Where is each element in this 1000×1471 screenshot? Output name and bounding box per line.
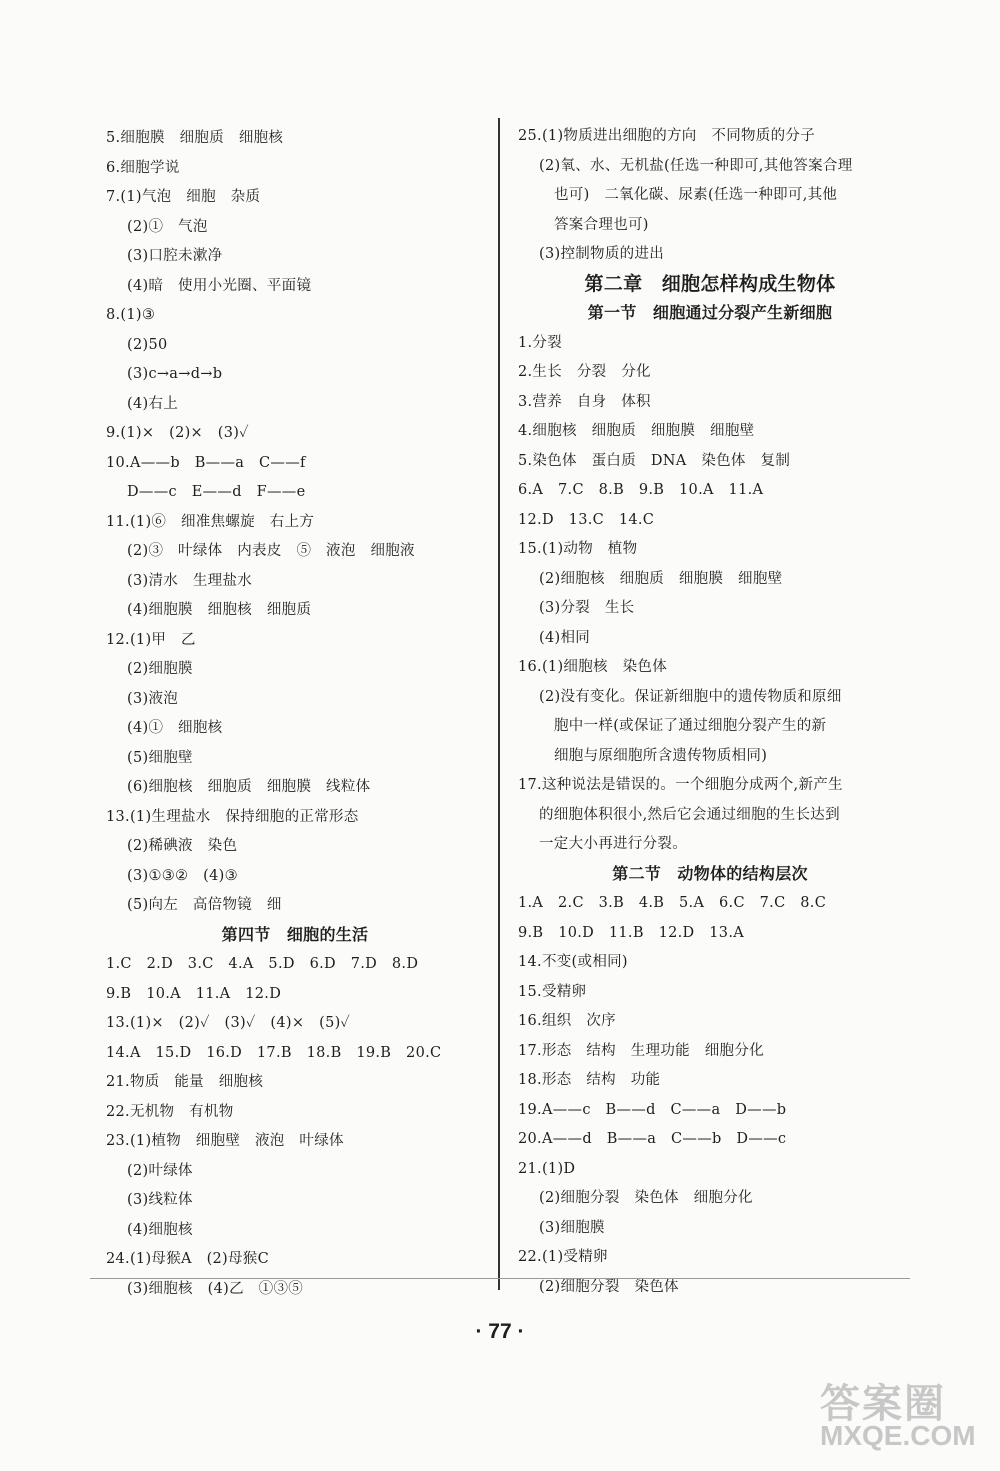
answer-line: 11.(1)⑥ 细准焦螺旋 右上方 bbox=[106, 513, 315, 530]
answer-line: 13.(1)生理盐水 保持细胞的正常形态 bbox=[106, 808, 359, 825]
column-divider bbox=[498, 118, 500, 1290]
answer-line: 6.A 7.C 8.B 9.B 10.A 11.A bbox=[518, 482, 764, 498]
answer-line: 22.(1)受精卵 bbox=[518, 1249, 608, 1265]
answer-line: (4)细胞核 bbox=[127, 1221, 193, 1238]
answer-line: 答案合理也可) bbox=[554, 216, 649, 233]
answer-line: 15.受精卵 bbox=[518, 983, 587, 1000]
answer-line: (4)相同 bbox=[539, 629, 591, 646]
answer-line: (4)细胞膜 细胞核 细胞质 bbox=[127, 602, 312, 618]
watermark-site: MXQE.COM bbox=[820, 1420, 976, 1451]
answer-line: (3)口腔未漱净 bbox=[127, 248, 223, 264]
answer-line: 8.(1)③ bbox=[106, 307, 156, 323]
section-heading: 第四节 细胞的生活 bbox=[221, 924, 369, 944]
answer-line: (3)清水 生理盐水 bbox=[127, 572, 253, 589]
answer-line: (5)向左 高倍物镜 细 bbox=[127, 897, 282, 913]
answer-line: (4)右上 bbox=[127, 395, 179, 412]
answer-line: (2)细胞膜 bbox=[127, 661, 193, 677]
answer-line: (2)50 bbox=[127, 336, 168, 353]
answer-line: (3)控制物质的进出 bbox=[539, 246, 665, 262]
section-heading: 第一节 细胞通过分裂产生新细胞 bbox=[587, 303, 833, 322]
answer-line: (2)细胞分裂 染色体 细胞分化 bbox=[539, 1190, 753, 1206]
answer-line: D——c E——d F——e bbox=[127, 484, 306, 500]
answer-line: 6.细胞学说 bbox=[106, 159, 180, 176]
footer-rule bbox=[90, 1278, 910, 1279]
answer-line: 17.形态 结构 生理功能 细胞分化 bbox=[518, 1042, 764, 1059]
page-number: · 77 · bbox=[475, 1320, 525, 1343]
answer-line: (4)① 细胞核 bbox=[127, 720, 223, 736]
answer-line: 21.(1)D bbox=[518, 1160, 576, 1177]
answer-line: 9.B 10.A 11.A 12.D bbox=[106, 985, 282, 1002]
answer-line: 18.形态 结构 功能 bbox=[518, 1072, 661, 1088]
answer-line: 的细胞体积很小,然后它会通过细胞的生长达到 bbox=[539, 806, 840, 823]
section-heading: 第二节 动物体的结构层次 bbox=[612, 863, 808, 883]
answer-line: 12.(1)甲 乙 bbox=[106, 631, 196, 648]
answer-line: (2)没有变化。保证新细胞中的遗传物质和原细 bbox=[539, 688, 842, 705]
answer-line: (2)叶绿体 bbox=[127, 1162, 193, 1179]
answer-line: 19.A——c B——d C——a D——b bbox=[518, 1101, 787, 1118]
answer-line: (2)细胞分裂 染色体 bbox=[539, 1278, 679, 1295]
answer-line: (2)稀碘液 染色 bbox=[127, 838, 238, 854]
answer-line: 胞中一样(或保证了通过细胞分裂产生的新 bbox=[554, 718, 827, 734]
answer-line: 1.A 2.C 3.B 4.B 5.A 6.C 7.C 8.C bbox=[518, 895, 827, 911]
answer-line: 21.物质 能量 细胞核 bbox=[106, 1074, 264, 1090]
answer-line: 4.细胞核 细胞质 细胞膜 细胞壁 bbox=[518, 423, 755, 439]
answer-line: (3)细胞核 (4)乙 ①③⑤ bbox=[127, 1280, 304, 1297]
watermark-logo: 答案圈 bbox=[820, 1381, 946, 1427]
answer-line: (3)细胞膜 bbox=[539, 1219, 605, 1236]
answer-line: 细胞与原细胞所含遗传物质相同) bbox=[554, 747, 768, 764]
answer-line: (3)液泡 bbox=[127, 690, 179, 707]
answer-line: 14.A 15.D 16.D 17.B 18.B 19.B 20.C bbox=[106, 1044, 442, 1061]
answer-line: 1.C 2.D 3.C 4.A 5.D 6.D 7.D 8.D bbox=[106, 956, 419, 972]
answer-line: (3)线粒体 bbox=[127, 1192, 193, 1208]
answer-line: 20.A——d B——a C——b D——c bbox=[518, 1131, 787, 1147]
answer-line: 5.染色体 蛋白质 DNA 染色体 复制 bbox=[518, 452, 791, 469]
answer-line: 12.D 13.C 14.C bbox=[518, 511, 655, 528]
answer-line: 3.营养 自身 体积 bbox=[518, 393, 651, 410]
answer-line: (2)① 气泡 bbox=[127, 218, 208, 235]
answer-line: (5)细胞壁 bbox=[127, 749, 193, 766]
answer-line: 7.(1)气泡 细胞 杂质 bbox=[106, 189, 261, 205]
answer-line: (3)c→a→d→b bbox=[127, 366, 223, 382]
answer-line: 5.细胞膜 细胞质 细胞核 bbox=[106, 130, 284, 146]
answer-line: 2.生长 分裂 分化 bbox=[518, 364, 651, 380]
chapter-heading: 第二章 细胞怎样构成生物体 bbox=[584, 272, 836, 295]
answer-line: 9.(1)× (2)× (3)✓ bbox=[106, 425, 249, 441]
answer-line: 16.组织 次序 bbox=[518, 1013, 616, 1029]
answer-line: (3)①③② (4)③ bbox=[127, 867, 238, 884]
answer-line: (6)细胞核 细胞质 细胞膜 线粒体 bbox=[127, 779, 371, 795]
answer-line: 10.A——b B——a C——f bbox=[106, 454, 306, 471]
answer-line: 14.不变(或相同) bbox=[518, 954, 628, 970]
answer-line: (2)氧、水、无机盐(任选一种即可,其他答案合理 bbox=[539, 157, 853, 174]
answer-line: 9.B 10.D 11.B 12.D 13.A bbox=[518, 924, 745, 941]
answer-line: (2)③ 叶绿体 内表皮 ⑤ 液泡 细胞液 bbox=[127, 543, 415, 559]
answer-line: 1.分裂 bbox=[518, 334, 563, 351]
answer-line: 也可) 二氧化碳、尿素(任选一种即可,其他 bbox=[554, 187, 838, 203]
answer-line: 25.(1)物质进出细胞的方向 不同物质的分子 bbox=[518, 128, 815, 144]
answer-line: 22.无机物 有机物 bbox=[106, 1103, 234, 1120]
answer-line: 23.(1)植物 细胞壁 液泡 叶绿体 bbox=[106, 1133, 344, 1149]
answer-line: 24.(1)母猴A (2)母猴C bbox=[106, 1251, 270, 1267]
answer-line: 13.(1)× (2)✓ (3)✓ (4)× (5)✓ bbox=[106, 1015, 351, 1031]
answer-line: 一定大小再进行分裂。 bbox=[539, 836, 687, 852]
answer-line: 15.(1)动物 植物 bbox=[518, 541, 638, 557]
answer-line: (3)分裂 生长 bbox=[539, 600, 635, 616]
answer-line: 16.(1)细胞核 染色体 bbox=[518, 659, 667, 675]
answer-line: 17.这种说法是错误的。一个细胞分成两个,新产生 bbox=[518, 777, 843, 793]
answer-line: (4)暗 使用小光圈、平面镜 bbox=[127, 277, 312, 294]
answer-line: (2)细胞核 细胞质 细胞膜 细胞壁 bbox=[539, 570, 783, 587]
